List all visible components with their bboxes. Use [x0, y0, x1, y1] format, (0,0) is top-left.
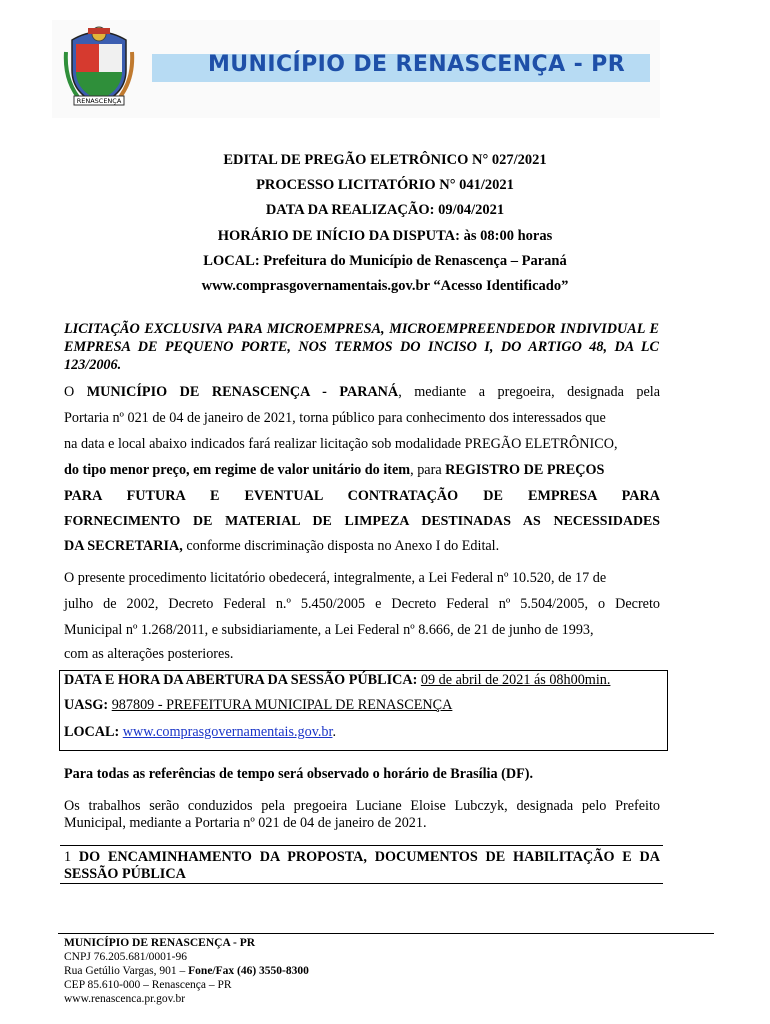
exclusive-bidding-notice: LICITAÇÃO EXCLUSIVA PARA MICROEMPRESA, MICROEMPREENDEDOR INDIVIDUAL E EMPRESA DE PEQUENO PORTE, NOS TERMOS DO INCISO I, DO ARTIGO 48, DA LC 123/2006.	[64, 321, 659, 373]
legal-line-3: Municipal nº 1.268/2011, e subsidiariamente, a Lei Federal nº 8.666, de 21 de junho de 1993,	[64, 622, 594, 638]
compras-link[interactable]: www.comprasgovernamentais.gov.br	[122, 724, 333, 740]
legal-line-4: com as alterações posteriores.	[64, 646, 234, 662]
dispute-start-time: HORÁRIO DE INÍCIO DA DISPUTA: às 08:00 horas	[217, 228, 553, 244]
footer-website[interactable]: www.renascenca.pr.gov.br	[64, 993, 186, 1005]
intro-line-2: Portaria nº 021 de 04 de janeiro de 2021, torna público para conhecimento dos interessados que	[64, 410, 606, 426]
website-line: www.comprasgovernamentais.gov.br “Acesso Identificado”	[201, 278, 569, 294]
conducted-by-paragraph: Os trabalhos serão conduzidos pela pregoeira Luciane Eloise Lubczyk, designada pelo Prefeito Municipal, mediante a Portaria nº 021 de 04 de janeiro de 2021.	[64, 798, 660, 831]
section-bottom-rule	[60, 883, 663, 884]
opening-datetime: DATA E HORA DA ABERTURA DA SESSÃO PÚBLICA: 09 de abril de 2021 ás 08h00min.	[64, 672, 611, 688]
section-top-rule	[60, 845, 663, 846]
municipal-crest-icon	[62, 22, 136, 108]
svg-text:RENASCENÇA: RENASCENÇA	[76, 97, 122, 105]
intro-line-4: do tipo menor preço, em regime de valor unitário do item, para REGISTRO DE PREÇOS	[64, 462, 605, 478]
intro-line-3: na data e local abaixo indicados fará realizar licitação sob modalidade PREGÃO ELETRÔNICO,	[64, 436, 618, 452]
edital-number: EDITAL DE PREGÃO ELETRÔNICO N° 027/2021	[223, 152, 547, 168]
footer-cnpj: CNPJ 76.205.681/0001-96	[64, 951, 187, 963]
time-reference-note: Para todas as referências de tempo será observado o horário de Brasília (DF).	[64, 766, 534, 782]
location-line: LOCAL: Prefeitura do Município de Renascença – Paraná	[203, 253, 567, 269]
intro-line-5-text: PARA FUTURA E EVENTUAL CONTRATAÇÃO DE EMPRESA PARA	[64, 488, 660, 504]
intro-line-6: FORNECIMENTO DE MATERIAL DE LIMPEZA DESTINADAS AS NECESSIDADES	[64, 514, 660, 529]
legal-line-1: O presente procedimento licitatório obedecerá, integralmente, a Lei Federal nº 10.520, de 17 de	[64, 570, 607, 586]
footer-cep: CEP 85.610-000 – Renascença – PR	[64, 979, 232, 991]
local-line: LOCAL: www.comprasgovernamentais.gov.br.	[64, 724, 337, 740]
municipality-title: MUNICÍPIO DE RENASCENÇA - PR	[208, 52, 626, 77]
uasg-line: UASG: 987809 - PREFEITURA MUNICIPAL DE RENASCENÇA	[64, 697, 453, 713]
intro-line-5	[64, 488, 660, 505]
section-1-heading: 1 DO ENCAMINHAMENTO DA PROPOSTA, DOCUMENTOS DE HABILITAÇÃO E DA SESSÃO PÚBLICA	[64, 849, 661, 882]
intro-line-7: DA SECRETARIA, conforme discriminação disposta no Anexo I do Edital.	[64, 538, 500, 554]
realization-date: DATA DA REALIZAÇÃO: 09/04/2021	[265, 202, 505, 218]
legal-line-2: julho de 2002, Decreto Federal n.º 5.450/2005 e Decreto Federal nº 5.504/2005, o Decreto	[64, 596, 660, 612]
footer-address: Rua Getúlio Vargas, 901 – Fone/Fax (46) 3550-8300	[64, 965, 309, 977]
intro-line-1: O MUNICÍPIO DE RENASCENÇA - PARANÁ, mediante a pregoeira, designada pela	[64, 384, 661, 400]
process-number: PROCESSO LICITATÓRIO N° 041/2021	[256, 177, 514, 193]
footer-rule	[58, 933, 714, 934]
footer-municipality: MUNICÍPIO DE RENASCENÇA - PR	[64, 937, 256, 949]
